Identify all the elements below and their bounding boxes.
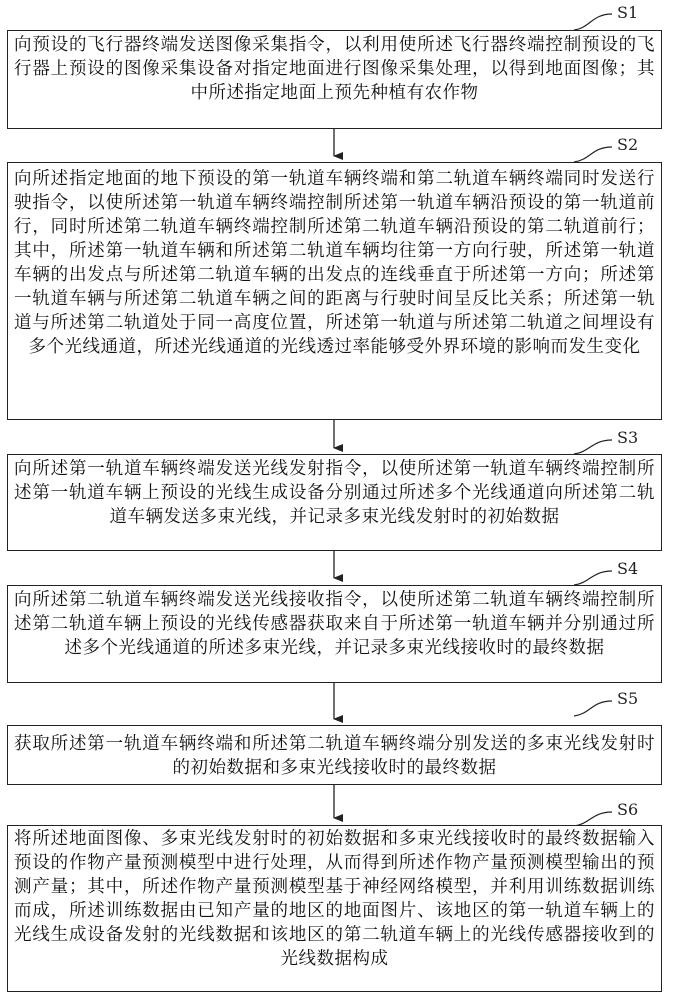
leader-s4 bbox=[574, 571, 612, 585]
step-label-s4: S4 bbox=[617, 559, 639, 578]
step-box-s1 bbox=[7, 30, 662, 129]
leader-s5 bbox=[574, 701, 612, 716]
step-box-s2 bbox=[7, 162, 662, 420]
leader-s1 bbox=[574, 14, 612, 30]
step-box-s5 bbox=[7, 725, 662, 785]
step-text-s2: 向所述指定地面的地下预设的第一轨道车辆终端和第二轨道车辆终端同时发送行驶指令，以使所述第一轨道车辆终端控制所述第一轨道车辆沿预设的第一轨道前行，同时所述第二轨道车辆终端控制所述第二轨道车辆沿预设的第二轨道前行；其中，所述第一轨道车辆和所述第二轨道车辆均往第一方向行驶，所述第一轨道车辆的出发点与所述第二轨道车辆的出发点的连线垂直于所述第一方向；所述第一轨道车辆与所述第二轨道车辆之间的距离与行驶时间呈反比关系；所述第一轨道与所述第二轨道处于同一高度位置，所述第一轨道与所述第二轨道之间埋设有多个光线通道，所述光线通道的光线透过率能够受外界环境的影响而发生变化 bbox=[14, 169, 655, 357]
leader-s2 bbox=[574, 147, 612, 162]
step-box-s6 bbox=[7, 825, 662, 992]
step-text-s6: 将所述地面图像、多束光线发射时的初始数据和多束光线接收时的最终数据输入预设的作物产量预测模型中进行处理，从而得到所述作物产量预测模型输出的预测产量；其中，所述作物产量预测模型基于神经网络模型，并利用训练数据训练而成，所述训练数据由已知产量的地区的地面图片、该地区的第一轨道车辆上的光线生成设备发射的光线数据和该地区的第二轨道车辆上的光线传感器接收到的光线数据构成 bbox=[14, 829, 655, 969]
step-text-s5: 获取所述第一轨道车辆终端和所述第二轨道车辆终端分别发送的多束光线发射时的初始数据和多束光线接收时的最终数据 bbox=[14, 734, 655, 778]
step-label-s6: S6 bbox=[617, 800, 639, 819]
step-label-s1: S1 bbox=[617, 3, 639, 22]
step-text-s1: 向预设的飞行器终端发送图像采集指令，以利用使所述飞行器终端控制预设的飞行器上预设的图像采集设备对指定地面进行图像采集处理，以得到地面图像；其中所述指定地面上预先种植有农作物 bbox=[14, 35, 655, 103]
step-label-s5: S5 bbox=[617, 689, 639, 708]
leader-s6 bbox=[574, 812, 612, 826]
step-text-s4: 向所述第二轨道车辆终端发送光线接收指令，以使所述第二轨道车辆终端控制所述第二轨道车辆上预设的光线传感器获取来自于所述第一轨道车辆并分别通过所述多个光线通道的所述多束光线，并记录多束光线接收时的最终数据 bbox=[14, 590, 655, 658]
leader-s3 bbox=[574, 440, 612, 454]
step-box-s3 bbox=[7, 454, 662, 551]
step-label-s3: S3 bbox=[617, 428, 639, 447]
step-box-s4 bbox=[7, 585, 662, 683]
step-text-s3: 向所述第一轨道车辆终端发送光线发射指令，以使所述第一轨道车辆终端控制所述第一轨道车辆上预设的光线生成设备分别通过所述多个光线通道向所述第二轨道车辆发送多束光线，并记录多束光线发射时的初始数据 bbox=[14, 459, 655, 527]
step-label-s2: S2 bbox=[617, 135, 639, 154]
